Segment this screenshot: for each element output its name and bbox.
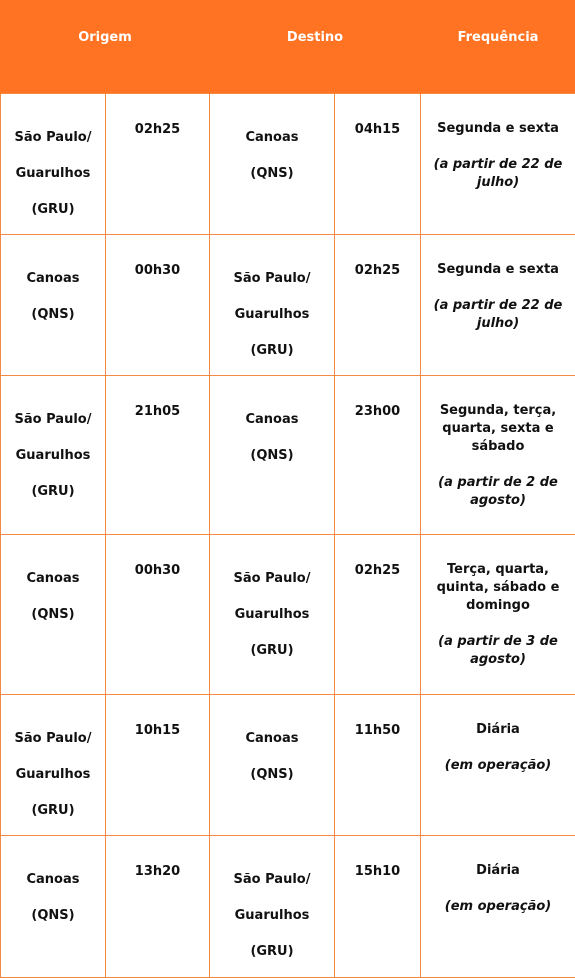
departure-time: 00h30 (106, 535, 209, 581)
origin-line: Guarulhos (1, 757, 105, 793)
departure-time: 13h20 (106, 836, 209, 882)
destination-line: (GRU) (210, 934, 334, 970)
destination-line: Canoas (210, 721, 334, 757)
origin-line: (GRU) (1, 192, 105, 228)
origin-line: São Paulo/ (1, 402, 105, 438)
arrival-time: 02h25 (335, 535, 420, 581)
departure-time: 00h30 (106, 235, 209, 281)
arrival-time: 23h00 (335, 376, 420, 422)
frequency-note: (em operação) (433, 898, 563, 916)
origin-line: Guarulhos (1, 438, 105, 474)
arrival-time-cell (335, 835, 421, 977)
arrival-time-cell (335, 234, 421, 375)
destination-cell (210, 534, 335, 694)
origin-line: Canoas (1, 561, 105, 597)
frequency-note: (em operação) (433, 757, 563, 775)
arrival-time: 15h10 (335, 836, 420, 882)
arrival-time-cell (335, 93, 421, 234)
frequency-cell (421, 694, 575, 835)
table-row (1, 93, 575, 234)
origin-line: Canoas (1, 261, 105, 297)
destination-line: (QNS) (210, 438, 334, 474)
arrival-time-cell (335, 694, 421, 835)
header-destino: Destino (210, 0, 421, 93)
table-header-row (1, 0, 575, 93)
arrival-time: 04h15 (335, 94, 420, 140)
origin-line: (QNS) (1, 597, 105, 633)
header-frequencia: Frequência (421, 0, 575, 93)
arrival-time-cell (335, 534, 421, 694)
destination-line: (QNS) (210, 757, 334, 793)
destination-line: Guarulhos (210, 297, 334, 333)
departure-time: 10h15 (106, 695, 209, 741)
frequency-days: Diária (433, 862, 563, 880)
frequency-days: Segunda e sexta (433, 261, 563, 279)
destination-line: Canoas (210, 402, 334, 438)
departure-time-cell (106, 694, 210, 835)
origin-line: (GRU) (1, 793, 105, 829)
frequency-days: Segunda e sexta (433, 120, 563, 138)
table-row (1, 234, 575, 375)
arrival-time-cell (335, 375, 421, 534)
origin-line: (GRU) (1, 474, 105, 510)
frequency-days: Segunda, terça, quarta, sexta e sábado (433, 402, 563, 456)
frequency-cell (421, 375, 575, 534)
departure-time-cell (106, 375, 210, 534)
departure-time: 21h05 (106, 376, 209, 422)
frequency-note: (a partir de 22 de julho) (433, 156, 563, 192)
departure-time: 02h25 (106, 94, 209, 140)
origin-cell (1, 694, 106, 835)
frequency-days: Terça, quarta, quinta, sábado e domingo (433, 561, 563, 615)
origin-cell (1, 375, 106, 534)
origin-line: Canoas (1, 862, 105, 898)
origin-line: (QNS) (1, 898, 105, 934)
origin-line: (QNS) (1, 297, 105, 333)
departure-time-cell (106, 93, 210, 234)
departure-time-cell (106, 534, 210, 694)
table-row (1, 835, 575, 977)
destination-cell (210, 835, 335, 977)
destination-line: São Paulo/ (210, 561, 334, 597)
destination-line: São Paulo/ (210, 862, 334, 898)
table-row (1, 694, 575, 835)
destination-cell (210, 694, 335, 835)
frequency-cell (421, 234, 575, 375)
departure-time-cell (106, 835, 210, 977)
destination-line: Guarulhos (210, 898, 334, 934)
departure-time-cell (106, 234, 210, 375)
table-row (1, 534, 575, 694)
frequency-note: (a partir de 2 de agosto) (433, 474, 563, 510)
origin-line: Guarulhos (1, 156, 105, 192)
origin-cell (1, 93, 106, 234)
origin-line: São Paulo/ (1, 120, 105, 156)
header-origem: Origem (1, 0, 210, 93)
destination-line: São Paulo/ (210, 261, 334, 297)
frequency-cell (421, 534, 575, 694)
destination-line: (GRU) (210, 333, 334, 369)
arrival-time: 02h25 (335, 235, 420, 281)
destination-line: Canoas (210, 120, 334, 156)
frequency-cell (421, 93, 575, 234)
destination-line: (GRU) (210, 633, 334, 669)
destination-cell (210, 93, 335, 234)
frequency-cell (421, 835, 575, 977)
origin-line: São Paulo/ (1, 721, 105, 757)
origin-cell (1, 534, 106, 694)
destination-line: Guarulhos (210, 597, 334, 633)
frequency-days: Diária (433, 721, 563, 739)
destination-line: (QNS) (210, 156, 334, 192)
table-row (1, 375, 575, 534)
arrival-time: 11h50 (335, 695, 420, 741)
destination-cell (210, 234, 335, 375)
origin-cell (1, 835, 106, 977)
origin-cell (1, 234, 106, 375)
destination-cell (210, 375, 335, 534)
frequency-note: (a partir de 3 de agosto) (433, 633, 563, 669)
frequency-note: (a partir de 22 de julho) (433, 297, 563, 333)
